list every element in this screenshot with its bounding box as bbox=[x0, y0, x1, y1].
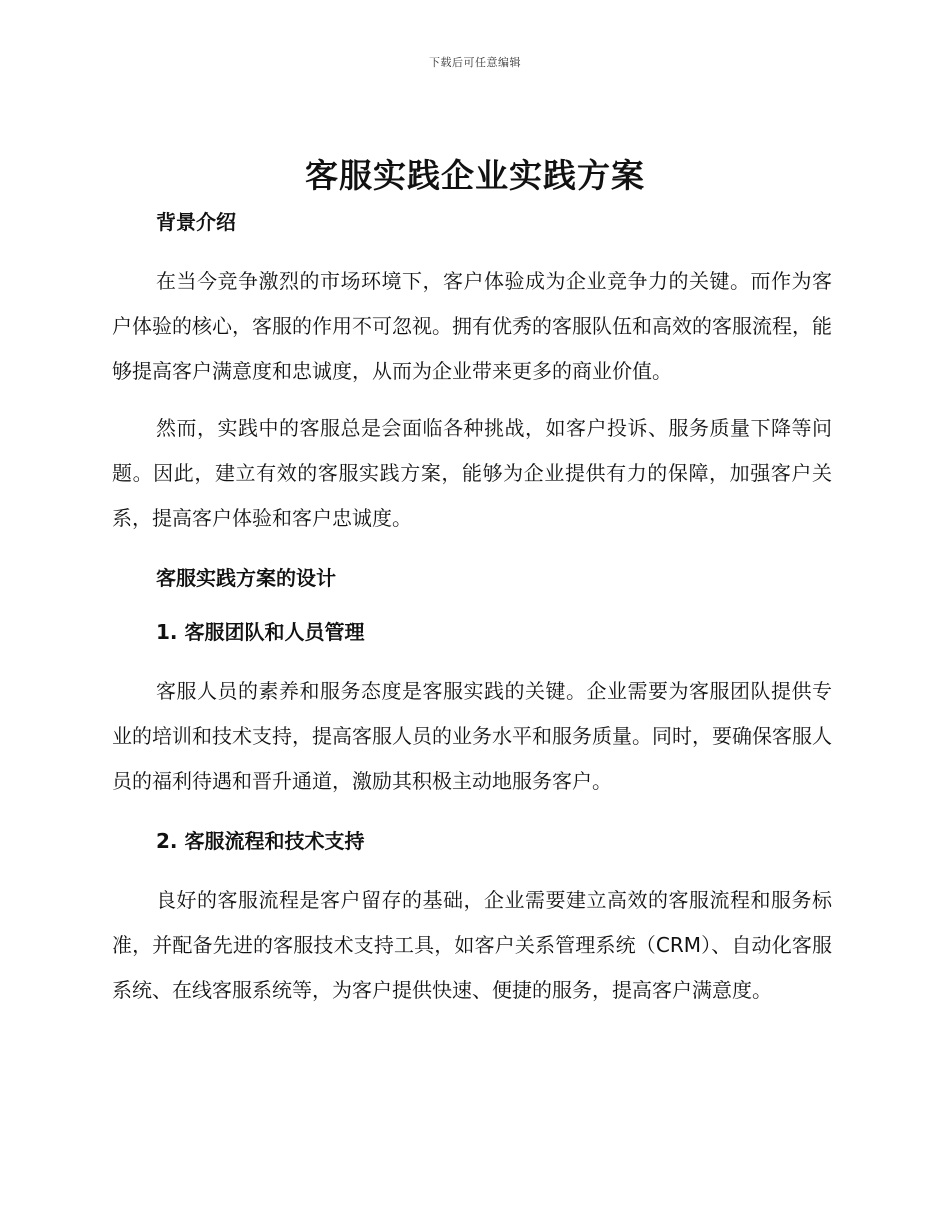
background-paragraph-2: 然而，实践中的客服总是会面临各种挑战，如客户投诉、服务质量下降等问题。因此，建立有效的客服实践方案，能够为企业提供有力的保障，加强客户关系，提高客户体验和客户忠诚度。 bbox=[112, 416, 832, 530]
section-paragraph-process: 良好的客服流程是客户留存的基础，企业需要建立高效的客服流程和服务标准，并配备先进的客服技术支持工具，如客户关系管理系统（CRM）、自动化客服系统、在线客服系统等，为客户提供快速、便捷的服务，提高客户满意度。 bbox=[112, 888, 832, 1002]
background-heading: 背景介绍 bbox=[156, 210, 236, 234]
document-body bbox=[112, 205, 832, 1013]
document-title: 客服实践企业实践方案 bbox=[305, 156, 645, 195]
design-heading: 客服实践方案的设计 bbox=[156, 566, 336, 590]
section-heading-team: 1. 客服团队和人员管理 bbox=[156, 620, 365, 644]
section-paragraph-team: 客服人员的素养和服务态度是客服实践的关键。企业需要为客服团队提供专业的培训和技术支持，提高客服人员的业务水平和服务质量。同时，要确保客服人员的福利待遇和晋升通道，激励其积极主动地服务客户。 bbox=[112, 679, 832, 793]
section-heading-process: 2. 客服流程和技术支持 bbox=[156, 829, 365, 853]
page-header-note: 下载后可任意编辑 bbox=[429, 56, 521, 69]
background-paragraph-1: 在当今竞争激烈的市场环境下，客户体验成为企业竞争力的关键。而作为客户体验的核心，客服的作用不可忽视。拥有优秀的客服队伍和高效的客服流程，能够提高客户满意度和忠诚度，从而为企业带来更多的商业价值。 bbox=[112, 269, 832, 383]
